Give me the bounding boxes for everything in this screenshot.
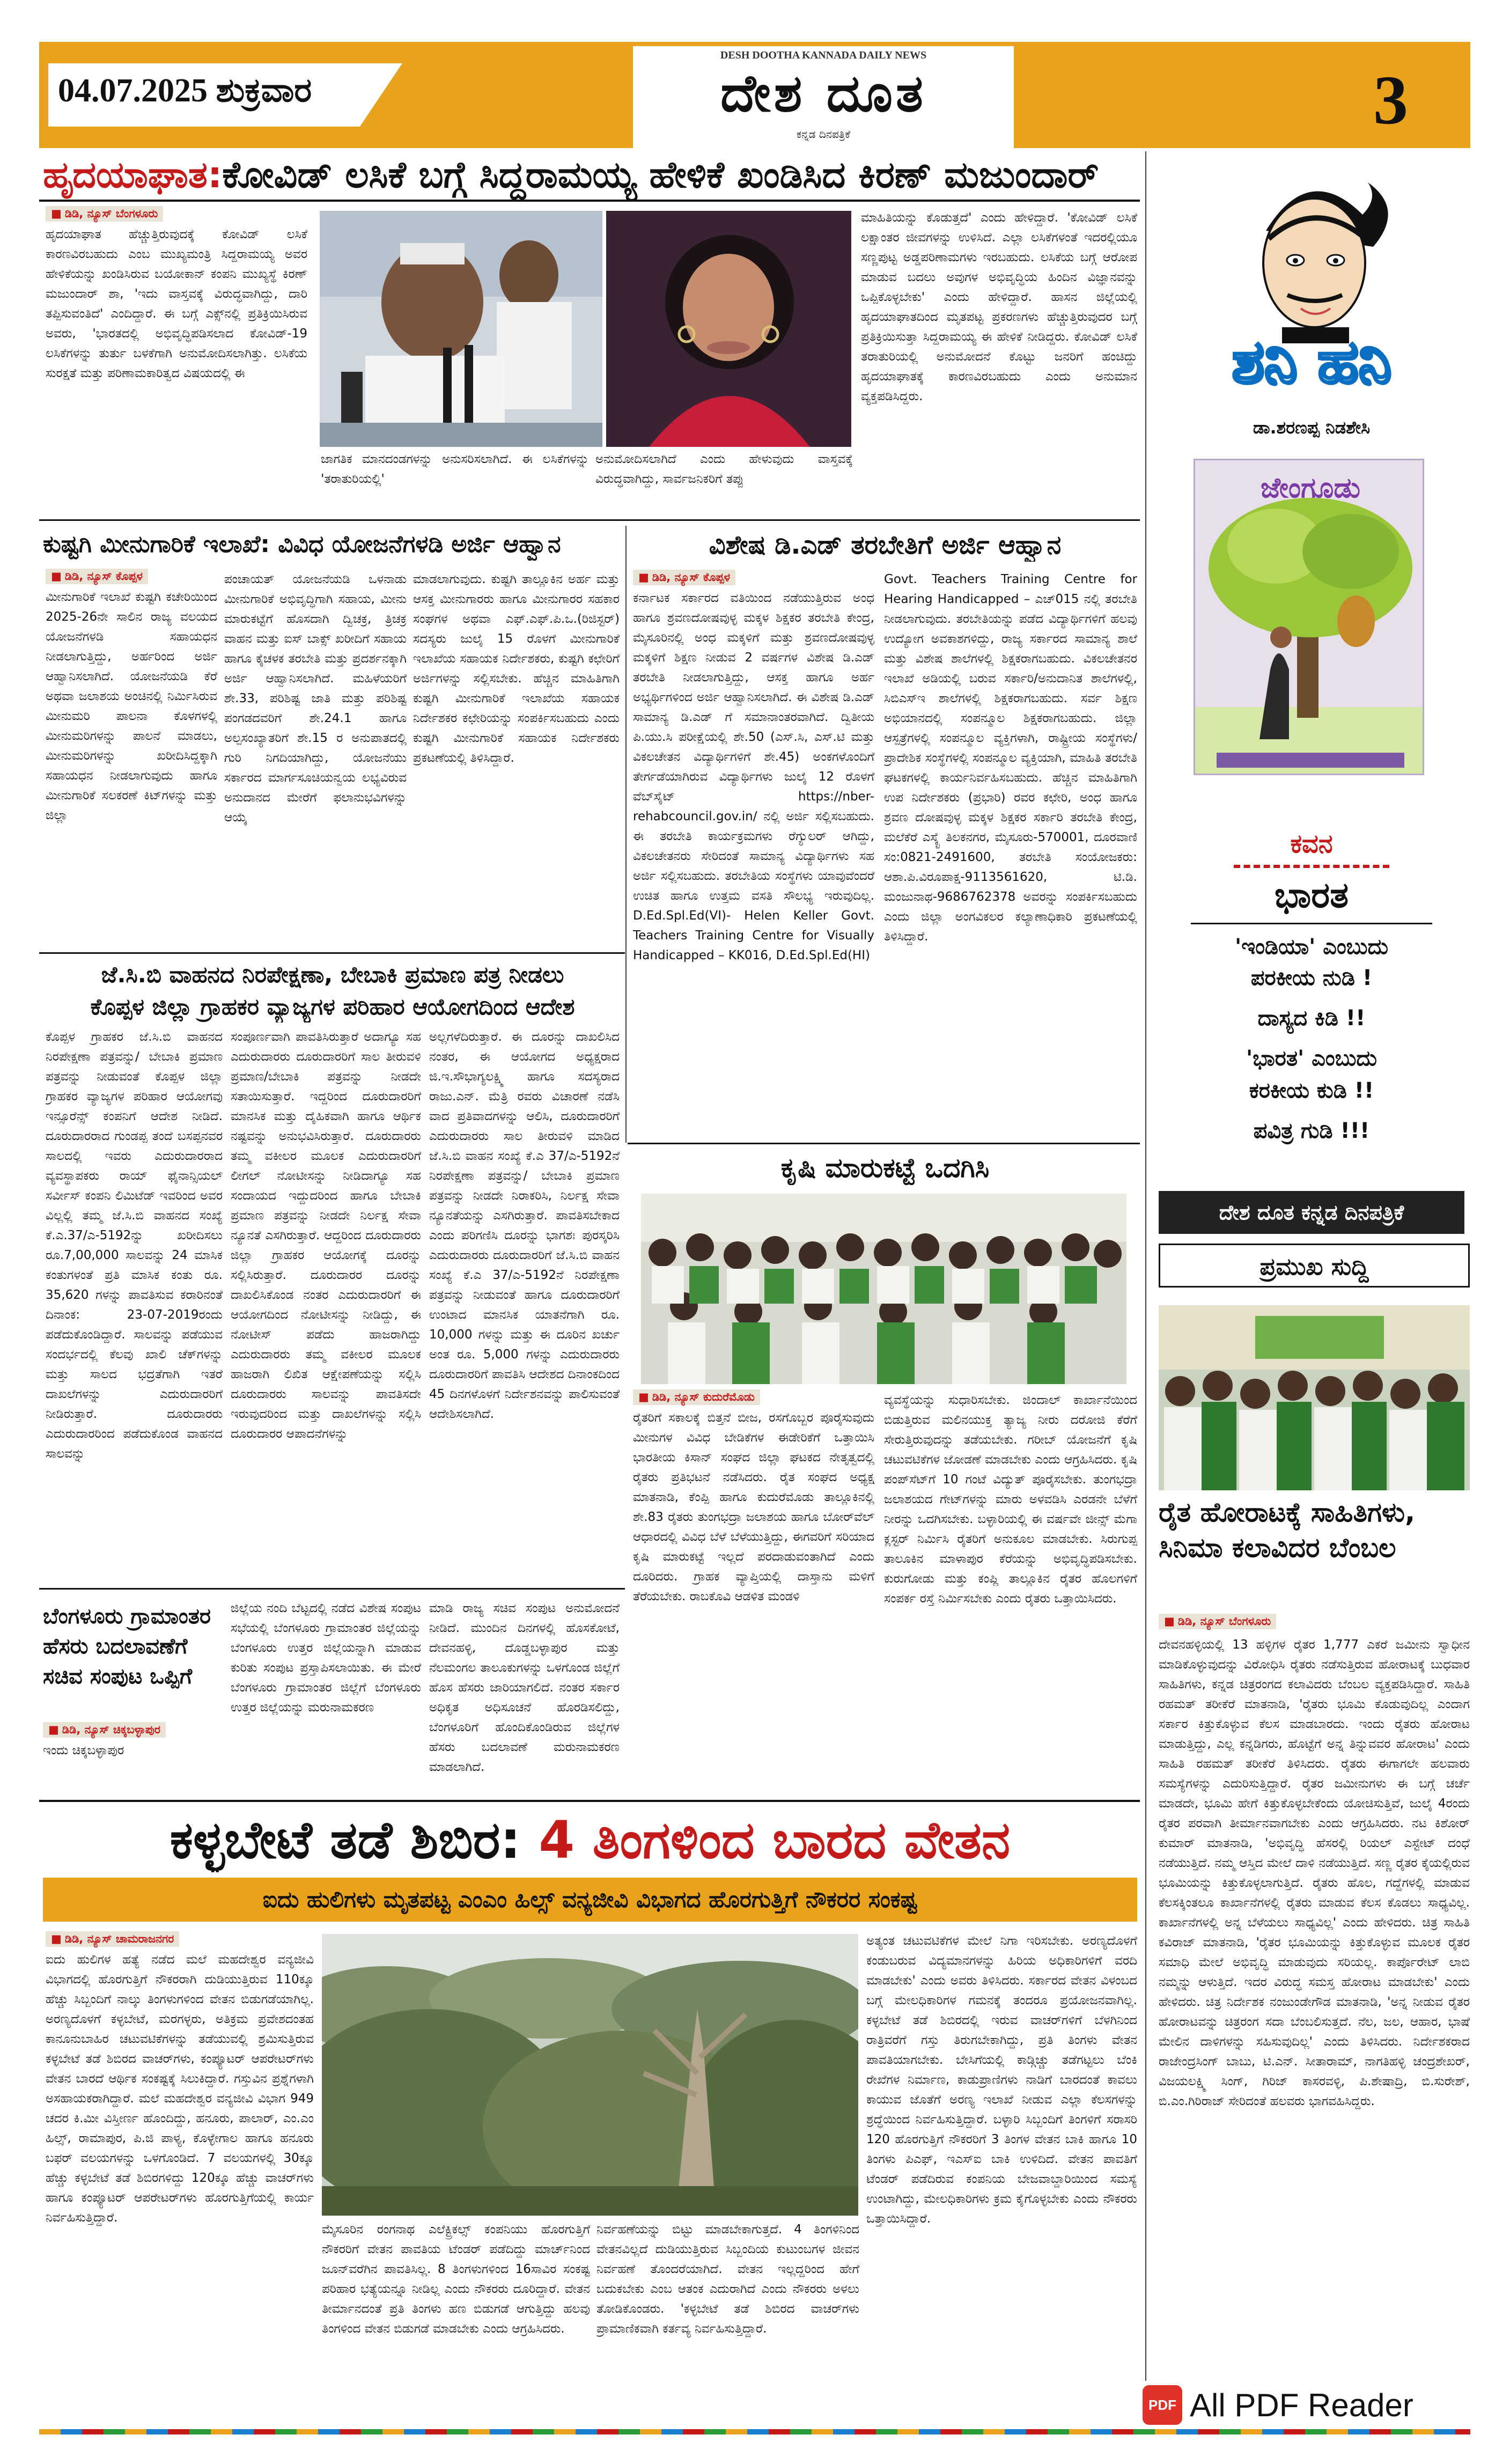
ded-col1 [633, 570, 874, 1112]
newspaper-banner: ದೇಶ ದೂತ ಕನ್ನಡ ದಿನಪತ್ರಿಕೆ [1159, 1191, 1464, 1234]
poem-line-5: ಕರಕೀಯ ಕುಡಿ !! [1249, 1078, 1374, 1103]
forest-photo [322, 1934, 858, 2216]
byline-square-icon: ■ [638, 1391, 649, 1403]
ded-body-col2: Govt. Teachers Training Centre for Hearing Handicapped – ಎಚ್015 ನಲ್ಲಿ ತರಬೇತಿ ನೀಡಲಾಗುವುದು. ತರಬೇತಿಯನ್ನು ಪಡೆದ ವಿದ್ಯಾರ್ಥಿಗಳಿಗೆ ಹಲವು ಉದ್ಯೋಗ ಅವಕಾಶಗಳಿದ್ದು, ರಾಜ್ಯ ಸರ್ಕಾರದ ಸಾಮಾನ್ಯ ಶಾಲೆ ಮತ್ತು ವಿಶೇಷ ಶಾಲೆಗಳಲ್ಲಿ ಶಿಕ್ಷಕರಾಗಬಹುದು. ವಿಕಲಚೇತನರ ಇಲಾಖೆ ಅಡಿಯಲ್ಲಿ ಬರುವ ಸರ್ಕಾರಿ/ಅನುದಾನಿತ ಶಾಲೆಗಳಲ್ಲಿ, ಸಿಬಿಎಸ್‌ಇ ಶಾಲೆಗಳಲ್ಲಿ ಶಿಕ್ಷಕರಾಗಬಹುದು. ಸರ್ವ ಶಿಕ್ಷಣ ಅಭಿಯಾನದಲ್ಲಿ ಸಂಪನ್ಮೂಲ ಶಿಕ್ಷಕರಾಗಬಹುದು. ಜಿಲ್ಲಾ ಆಸ್ಪತ್ರೆಗಳಲ್ಲಿ ಸಂಪನ್ಮೂಲ ವ್ಯಕ್ತಿಗಳಾಗಿ, ರಾಷ್ಟ್ರೀಯ ಸಂಸ್ಥೆಗಳು/ಪ್ರಾದೇಶಿಕ ಸಂಸ್ಥೆಗಳಲ್ಲಿ ಸಂಪನ್ಮೂಲ ವ್ಯಕ್ತಿಯಾಗಿ, ಮಾಹಿತಿ ತರಬೇತಿ ಘಟಕಗಳಲ್ಲಿ ಕಾರ್ಯನಿರ್ವಹಿಸಬಹುದು. ಹೆಚ್ಚಿನ ಮಾಹಿತಿಗಾಗಿ ಉಪ ನಿರ್ದೇಶಕರು (ಪ್ರಭಾರಿ) ರವರ ಕಛೇರಿ, ಅಂಧ ಹಾಗೂ ಶ್ರವಣ ದೋಷವುಳ್ಳ ಮಕ್ಕಳ ಶಿಕ್ಷಕರ ಸರ್ಕಾರಿ ತರಬೇತಿ ಕೇಂದ್ರ, ಮಲೆಕೆರೆ ಎಸ್ಕ್ಟೆ ತಿಲಕನಗರ, ಮೈಸೂರು-570001, ದೂರವಾಣಿ ಸಂ:0821-2491600, ತರಬೇತಿ ಸಂಯೋಜಕರು: ಆಶಾ.ಪಿ.ವಿರೂಪಾಕ್ಷ-9113561620, ಟಿ.ಡಿ. ಮಂಜುನಾಥ-9686762378 ಅವರನ್ನು ಸಂಪರ್ಕಿಸಬಹುದು ಎಂದು ಜಿಲ್ಲಾ ಅಂಗವಿಕಲರ ಕಲ್ಯಾಣಾಧಿಕಾರಿ ಪ್ರಕಟಣೆಯಲ್ಲಿ ತಿಳಿಸಿದ್ದಾರೆ. [884, 572, 1137, 944]
jcb-body-col2: ಸಂಪೂರ್ಣವಾಗಿ ಪಾವತಿಸಿರುತ್ತಾರೆ ಅದಾಗ್ಯೂ ಸಹ ಎದುರುದಾರರು ದೂರುದಾರರಿಗೆ ಸಾಲ ತೀರುವಳಿ ಪ್ರಮಾಣ/ಬೇಬಾಕಿ ಪತ್ರವನ್ನು ನೀಡದೇ ಸತಾಯಿಸುತ್ತಾರೆ. ಇದ್ದರಿಂದ ದೂರುದಾರರಿಗೆ ಮಾನಸಿಕ ಮತ್ತು ದೈಹಿಕವಾಗಿ ಹಾಗೂ ಆರ್ಥಿಕ ನಷ್ಟವನ್ನು ಅನುಭವಿಸಿರುತ್ತಾರೆ. ದೂರುದಾರರು ತಮ್ಮ ವಕೀಲರ ಮೂಲಕ ಎದುರುದಾರರಿಗೆ ಲೀಗಲ್ ನೋಟೀಸನ್ನು ನೀಡಿದಾಗ್ಯೂ ಸಹ ಸಂದಾಯದ ಇದ್ದುದರಿಂದ ಹಾಗೂ ಬೇಬಾಕಿ ಪ್ರಮಾಣ ಪತ್ರವನ್ನು ನೀಡದೇ ನಿರ್ಲಕ್ಷ ಸೇವಾ ನ್ಯೂನತೆ ಎಸಗಿರುತ್ತಾರೆ. ಆದ್ದರಿಂದ ದೂರುದಾರರು ಜಿಲ್ಲಾ ಗ್ರಾಹಕರ ಆಯೋಗಕ್ಕೆ ದೂರನ್ನು ಸಲ್ಲಿಸಿರುತ್ತಾರೆ. ದೂರುದಾರರ ದೂರನ್ನು ದಾಖಲಿಸಿಕೊಂಡ ನಂತರ ಎದುರುದಾರರಿಗೆ ಈ ಆಯೋಗದಿಂದ ನೋಟೀಸನ್ನು ನೀಡಿದ್ದು, ಈ ನೋಟೀಸ್ ಪಡೆದು ಹಾಜರಾಗಿದ್ದು ಎದುರುದಾರರು ತಮ್ಮ ವಕೀಲರ ಮೂಲಕ ಹಾಜರಾಗಿ ಲಿಖಿತ ಆಕ್ಷೇಪಣೆಯನ್ನು ಸಲ್ಲಿಸಿ ದೂರುದಾರರು ಸಾಲವನ್ನು ಪಾವತಿಸದೇ ಇರುವುದರಿಂದ ಮತ್ತು ದಾಖಲೆಗಳನ್ನು ಸಲ್ಲಿಸಿ ದೂರುದಾರರ ಆಪಾದನೆಗಳನ್ನು [231, 1030, 421, 1441]
cartoon-portrait [1202, 166, 1427, 343]
jcb-headline-1: ಜೆ.ಸಿ.ಬಿ ವಾಹನದ ನಿರಪೇಕ್ಷಣಾ, ಬೇಬಾಕಿ ಪ್ರಮಾಣ ಪತ್ರ ನೀಡಲು [101, 961, 564, 988]
section-rule-3 [39, 952, 625, 954]
pramukha-headline: ರೈತ ಹೋರಾಟಕ್ಕೆ ಸಾಹಿತಿಗಳು, ಸಿನಿಮಾ ಕಲಾವಿದರ ಬೆಂಬಲ [1159, 1497, 1416, 1563]
ramnagar-headline: ಬೆಂಗಳೂರು ಗ್ರಾಮಾಂತರ ಹೆಸರು ಬದಲಾವಣೆಗೆ ಸಚಿವ ಸಂಪುಟ ಒಪ್ಪಿಗೆ [43, 1604, 211, 1689]
lead1-headline-text: ಕೋವಿಡ್ ಲಸಿಕೆ ಬಗ್ಗೆ ಸಿದ್ದರಾಮಯ್ಯ ಹೇಳಿಕೆ ಖಂಡಿಸಿದ ಕಿರಣ್ ಮಜುಂದಾರ್ [222, 154, 1099, 196]
logo-subtitle: ಕನ್ನಡ ದಿನಪತ್ರಿಕೆ [796, 128, 851, 141]
kavana-label: ಕವನ [1290, 829, 1333, 859]
pdf-icon: PDF [1143, 2385, 1182, 2425]
salary-col1 [46, 1931, 314, 2393]
poem-title-rule [1191, 923, 1432, 924]
pramukha-label: ಪ್ರಮುಖ ಸುದ್ದಿ [1159, 1244, 1470, 1288]
market-byline: ■ ಡಿಡಿ, ನ್ಯೂಸ್ ಕುದುರೆಮೊಡು [633, 1389, 760, 1405]
byline-square-icon: ■ [51, 570, 62, 583]
jcb-body-col3: ಅಲ್ಲಗಳೆದಿರುತ್ತಾರೆ. ಈ ದೂರನ್ನು ದಾಖಲಿಸಿದ ನಂತರ, ಈ ಆಯೋಗದ ಅಧ್ಯಕ್ಷರಾದ ಜಿ.ಇ.ಸೌಭಾಗ್ಯಲಕ್ಷ್ಮಿ ಹಾಗೂ ಸದಸ್ಯರಾದ ರಾಜು.ಎನ್. ಮೆತ್ರಿ ರವರು ವಿಚಾರಣೆ ನಡೆಸಿ ವಾದ ಪ್ರತಿವಾದಗಳನ್ನು ಆಲಿಸಿ, ದೂರುದಾರರಿಗೆ ಎದುರುದಾರರು ಸಾಲ ತೀರುವಳಿ ಮಾಡಿದ ಜೆ.ಸಿ.ಬಿ ವಾಹನ ಸಂಖ್ಯೆ ಕೆ.ಎ 37/ಎ-5192ನೆ ನಿರಪೇಕ್ಷಣಾ ಪತ್ರವನ್ನು/ ಬೇಬಾಕಿ ಪ್ರಮಾಣ ಪತ್ರವನ್ನು ನೀಡದೇ ನಿರಾಕರಿಸಿ, ನಿರ್ಲಕ್ಷ ಸೇವಾ ನ್ಯೂನತೆಯನ್ನು ಎಸಗಿರುತ್ತಾರೆ. ಪಾವತಿಸಬೇಕಾದ ಎಂದು ಪರಿಗಣಿಸಿ ದೂರನ್ನು ಭಾಗಶಃ ಪುರಸ್ಕರಿಸಿ ಎದುರುದಾರರು ದೂರುದಾರರಿಗೆ ಜೆ.ಸಿ.ಬಿ ವಾಹನ ಸಂಖ್ಯೆ ಕೆ.ಎ 37/ಎ-5192ನೆ ನಿರಪೇಕ್ಷಣಾ ಪತ್ರವನ್ನು ನೀಡುವಂತೆ ಹಾಗೂ ದೂರುದಾರರಿಗೆ ಉಂಟಾದ ಮಾನಸಿಕ ಯಾತನೆಗಾಗಿ ರೂ. 10,000 ಗಳನ್ನು ಮತ್ತು ಈ ದೂರಿನ ಖರ್ಚು ಅಂತ ರೂ. 5,000 ಗಳನ್ನು ಎದುರುದಾರರು ದೂರುದಾರರಿಗೆ ಪಾವತಿಸಿ ಆದೇಶದ ದಿನಾಂಕದಿಂದ 45 ದಿನಗಳೊಳಗೆ ನಿರ್ದೇಶನವನ್ನು ಪಾಲಿಸುವಂತೆ ಆದೇಶಿಸಲಾಗಿದೆ. [429, 1030, 620, 1421]
fish-body-col3: ಮಾಡಲಾಗುವುದು. ಕುಷ್ಟಗಿ ತಾಲ್ಲೂಕಿನ ಅರ್ಹ ಮತ್ತು ಆಸಕ್ತ ಮೀನುಗಾರರು ಹಾಗೂ ಮೀನುಗಾರರ ಸಹಕಾರ ಸಂಘಗಳ ಅಥವಾ ಎಫ್.ಎಫ್.ಪಿ.ಒ.(ರಿಜಿಸ್ಟರ್) ಸದಸ್ಯರು ಜುಲೈ 15 ರೊಳಗೆ ಮೀನುಗಾರಿಕೆ ಇಲಾಖೆಯ ಸಹಾಯಕ ನಿರ್ದೇಶಕರು, ಕುಷ್ಟಗಿ ಕಛೇರಿಗೆ ಅರ್ಜಿಗಳನ್ನು ಸಲ್ಲಿಸಬೇಕು. ಹೆಚ್ಚಿನ ಮಾಹಿತಿಗಾಗಿ ಕುಷ್ಟಗಿ ಮೀನುಗಾರಿಕೆ ಇಲಾಖೆಯ ಸಹಾಯಕ ನಿರ್ದೇಶಕರ ಕಛೇರಿಯನ್ನು ಸಂಪರ್ಕಿಸಬಹುದು ಎಂದು ಕುಷ್ಟಗಿ ಮೀನುಗಾರಿಕೆ ಸಹಾಯಕ ನಿರ್ದೇಶಕರು ಪ್ರಕಟಣೆಯಲ್ಲಿ ತಿಳಿಸಿದ್ದಾರೆ. [413, 572, 620, 765]
poem-title: ಭಾರತ [1274, 874, 1349, 916]
poem-line-1: 'ಇಂಡಿಯಾ' ಎಂಬುದು [1234, 935, 1389, 959]
lead1-caption-1: ಜಾಗತಿಕ ಮಾನದಂಡಗಳನ್ನು ಅನುಸರಿಸಲಾಗಿದೆ. ಈ ಲಸಿಕೆಗಳನ್ನು 'ತರಾತುರಿಯಲ್ಲಿ' [321, 452, 589, 486]
salary-body-col4: ಅತ್ಯಂತ ಚಟುವಟಿಕೆಗಳ ಮೇಲೆ ನಿಗಾ ಇರಿಸಬೇಕು. ಅರಣ್ಯದೊಳಗೆ ಕಂಡುಬರುವ ವಿದ್ಯಮಾನಗಳನ್ನು ಹಿರಿಯ ಅಧಿಕಾರಿಗಳಿಗೆ ವರದಿ ಮಾಡಬೇಕು' ಎಂದು ಅವರು ತಿಳಿಸಿದರು. ಸರ್ಕಾರದ ವೇತನ ವಿಳಂಬದ ಬಗ್ಗೆ ಮೇಲಧಿಕಾರಿಗಳ ಗಮನಕ್ಕೆ ತಂದರೂ ಪ್ರಯೋಜನವಾಗಿಲ್ಲ. ಕಳ್ಳಬೇಟೆ ತಡೆ ಶಿಬಿರದಲ್ಲಿ ಇರುವ ವಾಚರ್‌ಗಳಿಗೆ ಬೆಳಗಿನಿಂದ ರಾತ್ರಿವರೆಗೆ ಗಸ್ತು ತಿರುಗಬೇಕಾಗಿದ್ದು, ಪ್ರತಿ ತಿಂಗಳು ವೇತನ ಪಾವತಿಯಾಗಬೇಕು. ಬೇಸಿಗೆಯಲ್ಲಿ ಕಾಡ್ಗಿಚ್ಚು ತಡೆಗಟ್ಟಲು ಬೆಂಕಿ ರೇಖೆಗಳ ನಿರ್ಮಾಣ, ಕಾಡುಪ್ರಾಣಿಗಳು ನಾಡಿಗೆ ಬಾರದಂತೆ ಕಾವಲು ಕಾಯುವ ಜೊತೆಗೆ ಅರಣ್ಯ ಇಲಾಖೆ ನೀಡುವ ಎಲ್ಲಾ ಕೆಲಸಗಳನ್ನು ಶ್ರದ್ಧೆಯಿಂದ ನಿರ್ವಹಿಸುತ್ತಿದ್ದಾರೆ. ಬಳ್ಳಾರಿ ಸಿಬ್ಬಂದಿಗೆ ತಿಂಗಳಿಗೆ ಸರಾಸರಿ 120 ಹೊರಗುತ್ತಿಗೆ ನೌಕರರಿಗೆ 3 ತಿಂಗಳ ವೇತನ ಬಾಕಿ ಹಾಗೂ 10 ತಿಂಗಳು ಪಿಎಫ್, ಇಎಸ್‌ಐ ಬಾಕಿ ಉಳಿದಿದೆ. ವೇತನ ಪಾವತಿಗೆ ಟೆಂಡರ್ ಪಡೆದಿರುವ ಕಂಪನಿಯ ಬೇಜವಾಬ್ದಾರಿಯಿಂದ ಸಮಸ್ಯೆ ಉಂಟಾಗಿದ್ದು, ಮೇಲಧಿಕಾರಿಗಳು ಕ್ರಮ ಕೈಗೊಳ್ಳಬೇಕು ಎಂದು ನೌಕರರು ಒತ್ತಾಯಿಸಿದ್ದಾರೆ. [866, 1934, 1137, 2226]
byline-square-icon: ■ [51, 207, 62, 220]
farmers-protest-photo [1159, 1305, 1470, 1490]
section-rule-6 [39, 1800, 1140, 1802]
byline-square-icon: ■ [48, 1723, 59, 1736]
section-rule-2 [39, 519, 1140, 521]
column-divider-fish [625, 526, 627, 1143]
salary-body-col3: ನಿರ್ವಹಣೆಯನ್ನು ಬಿಟ್ಟು ಮಾಡಬೇಕಾಗುತ್ತದೆ. 4 ತಿಂಗಳಿನಿಂದ ವೇತನವಿಲ್ಲದೆ ದುಡಿಯುತ್ತಿರುವ ಸಿಬ್ಬಂದಿಯ ಕುಟುಂಬಗಳ ಜೀವನ ನಿರ್ವಹಣೆ ತೊಂದರೆಯಾಗಿದೆ. ವೇತನ ಇಲ್ಲದ್ದರಿಂದ ಹೇಗೆ ಬದುಕಬೇಕು ಎಂಬ ಆತಂಕ ಎದುರಾಗಿದೆ ಎಂದು ನೌಕರರು ಅಳಲು ತೋಡಿಕೊಂಡರು. 'ಕಳ್ಳಬೇಟೆ ತಡೆ ಶಿಬಿರದ ವಾಚರ್‌ಗಳು ಪ್ರಾಮಾಣಿಕವಾಗಿ ಕರ್ತವ್ಯ ನಿರ್ವಹಿಸುತ್ತಿದ್ದಾರೆ. [596, 2223, 859, 2336]
poem-line-4: 'ಭಾರತ' ಎಂಬುದು [1246, 1046, 1377, 1071]
byline-square-icon: ■ [638, 571, 649, 584]
ded-headline: ವಿಶೇಷ ಡಿ.ಎಡ್ ತರಬೇತಿಗೆ ಅರ್ಜಿ ಆಹ್ವಾನ [709, 530, 1062, 560]
salary-byline: ■ ಡಿಡಿ, ನ್ಯೂಸ್ ಚಾಮರಾಜನಗರ [46, 1931, 179, 1947]
pramukha-body: ದೇವನಹಳ್ಳಿಯಲ್ಲಿ 13 ಹಳ್ಳಿಗಳ ರೈತರ 1,777 ಎಕರೆ ಜಮೀನು ಸ್ವಾಧೀನ ಮಾಡಿಕೊಳ್ಳುವುದನ್ನು ವಿರೋಧಿಸಿ ರೈತರು ನಡೆಸುತ್ತಿರುವ ಹೋರಾಟಕ್ಕೆ ಬುಧವಾರ ಸಾಹಿತಿಗಳು, ಕನ್ನಡ ಚಿತ್ರರಂಗದ ಕಲಾವಿದರು ಬೆಂಬಲ ವ್ಯಕ್ತಪಡಿಸಿದ್ದಾರೆ. ಸಾಹಿತಿ ರಹಮತ್ ತರೀಕೆರೆ ಮಾತನಾಡಿ, 'ರೈತರು ಭೂಮಿ ಕೊಡುವುದಿಲ್ಲ ಎಂದಾಗ ಸರ್ಕಾರ ಕಿತ್ತುಕೊಳ್ಳುವ ಕೆಲಸ ಮಾಡಬಾರದು. ಇಂದು ರೈತರು ಹೋರಾಟ ಮಾಡುತ್ತಿದ್ದು, ಎಲ್ಲ ಕನ್ನಡಿಗರು, ಹೊಟ್ಟೆಗೆ ಅನ್ನ ತಿನ್ನುವವರ ಹೋರಾಟ' ಎಂದು ಸಾಹಿತಿ ರಹಮತ್ ತರೀಕೆರೆ ತಿಳಿಸಿದರು. ರೈತರು ಈಗಾಗಲೇ ಹಲವಾರು ಸಮಸ್ಯೆಗಳನ್ನು ಎದುರಿಸುತ್ತಿದ್ದಾರೆ. ರೈತರ ಜಮೀನುಗಳು ಈ ಬಗ್ಗೆ ಚರ್ಚೆ ಮಾಡದೇ, ಭೂಮಿ ಹೇಗೆ ಕಿತ್ತುಕೊಳ್ಳಬೇಕೆಂದು ಯೋಚಿಸುತ್ತಿವೆ, ಜುಲೈ 4ರಂದು ರೈತರ ಪರವಾಗಿ ತೀರ್ಮಾನವಾಗಬೇಕು ಎಂದು ಆಗ್ರಹಿಸಿದರು. ನಟ ಕಿಶೋರ್ ಕುಮಾರ್ ಮಾತನಾಡಿ, 'ಅಭಿವೃದ್ಧಿ ಹೆಸರಲ್ಲಿ ರಿಯಲ್ ಎಸ್ಟೇಟ್ ದಂಧೆ ನಡೆಯುತ್ತಿದೆ. ನಮ್ಮ ಆಸ್ತಿದ ಮೇಲೆ ದಾಳಿ ನಡೆಯುತ್ತಿದೆ. ಸಣ್ಣ ರೈತರ ಕೈಯಲ್ಲಿರುವ ಭೂಮಿಯನ್ನು ಕಿತ್ತುಕೊಳ್ಳಲಾಗುತ್ತಿದೆ. ರೈತರು ಹೊಲ, ಗದ್ದೆಗಳಲ್ಲಿ ಮಾಡುವ ಕೆಲಸಕ್ಕಿಂತಲೂ ಕಾರ್ಖಾನೆಗಳಲ್ಲಿ ರೈತರು ಮಾಡುವ ಕೆಲಸ ಕೊಡಲು ಸಾಧ್ಯವಿಲ್ಲ. ಕಾರ್ಖಾನೆಗಳಲ್ಲಿ ಅನ್ನ ಬೆಳೆಯಲು ಸಾಧ್ಯವಿಲ್ಲ' ಎಂದು ಹೇಳಿದರು. ಚಿತ್ರ ಸಾಹಿತಿ ಕವಿರಾಜ್ ಮಾತನಾಡಿ, 'ರೈತರ ಭೂಮಿಯನ್ನು ಕಿತ್ತುಕೊಳ್ಳುವ ಮೂಲಕ ರೈತರ ಸಮಾಧಿ ಮೇಲೆ ಅಭಿವೃದ್ಧಿ ಮಾಡುವುದು ಸರಿಯಲ್ಲ. ಕಾರ್ಪೊರೇಟ್ ಲಾಬಿ ನಮ್ಮನ್ನು ಆಳುತ್ತಿದೆ. ಇದರ ವಿರುದ್ಧ ಸಮಸ್ತ ಹೋರಾಟ ಮಾಡಬೇಕು' ಎಂದು ಹೇಳಿದರು. ಚಿತ್ರ ನಿರ್ದೇಶಕ ನಂಜುಂಡೇಗೌಡ ಮಾತನಾಡಿ, 'ಅನ್ನ ನೀಡುವ ರೈತರ ಹೋರಾಟವನ್ನು ಚಿತ್ರರಂಗ ಸದಾ ಬೆಂಬಲಿಸುತ್ತದೆ. ನೆಲ, ಜಲ, ಆಹಾರ, ಭಾಷೆ ಮೇಲಿನ ದಾಳಿಗಳನ್ನು ಸಹಿಸುವುದಿಲ್ಲ' ಎಂದು ತಿಳಿಸಿದರು. ನಿರ್ದೇಶಕರಾದ ರಾಜೇಂದ್ರಸಿಂಗ್ ಬಾಬು, ಟಿ.ಎನ್. ಸೀತಾರಾಮ್, ನಾಗತಿಹಳ್ಳಿ ಚಂದ್ರಶೇಖರ್, ವಿಜಯಲಕ್ಷ್ಮಿ ಸಿಂಗ್, ಗಿರಿಜ್ ಕಾಸರವಳ್ಳಿ, ಪಿ.ಶೇಷಾದ್ರಿ, ಬಿ.ಸುರೇಶ್, ಬಿ.ಎಂ.ಗಿರಿರಾಜ್ ಸೇರಿದಂತೆ ಹಲವರು ಭಾಗವಹಿಸಿದ್ದರು. [1159, 1638, 1470, 2108]
market-headline: ಕೃಷಿ ಮಾರುಕಟ್ಟೆ ಒದಗಿಸಿ [780, 1152, 990, 1183]
book-cover [1194, 459, 1424, 775]
shani-hani-column [1153, 156, 1470, 1239]
issue-date: 04.07.2025 ಶುಕ್ರವಾರ [58, 72, 312, 109]
masthead-tagline: DESH DOOTHA KANNADA DAILY NEWS [720, 49, 927, 61]
pramukha-suddi-box [1159, 1244, 1470, 2343]
book-title: ಜೇಂಗೂಡು [1260, 472, 1360, 504]
ramnagar-byline-wrap [43, 1722, 220, 1761]
pdf-reader-brand: All PDF Reader [1190, 2387, 1413, 2423]
poem-line-6: ಪವಿತ್ರ ಗುಡಿ !!! [1253, 1119, 1370, 1143]
krishi-protest-photo [641, 1194, 1126, 1384]
salary-headline-b: 4 ತಿಂಗಳಿಂದ ಬಾರದ ವೇತನ [539, 1810, 1011, 1870]
lead1-top-rule [39, 200, 1140, 202]
salary-body-col2: ಮೈಸೂರಿನ ರಂಗನಾಥ ಎಲೆಕ್ಟ್ರಿಕಲ್ಸ್ ಕಂಪನಿಯು ಹೊರಗುತ್ತಿಗೆ ನೌಕರರಿಗೆ ವೇತನ ಪಾವತಿಯ ಟೆಂಡರ್ ಪಡೆದಿದ್ದು ಮಾರ್ಚ್‌ನಿಂದ ಜೂನ್‌ವರೆಗಿನ ಪಾವತಿಸಿಲ್ಲ. 8 ತಿಂಗಳುಗಳಿಂದ 16ಸಾವಿರ ಸಂಕಷ್ಟ ಪರಿಹಾರ ಭತ್ಯೆಯನ್ನೂ ನೀಡಿಲ್ಲ ಎಂದು ನೌಕರರು ದೂರಿದ್ದಾರೆ. ವೇತನ ತೀರ್ಮಾನದಂತೆ ಪ್ರತಿ ತಿಂಗಳು ಹಣ ಬಿಡುಗಡೆ ಆಗುತ್ತಿದ್ದು ಹಲವು ತಿಂಗಳಿಂದ ವೇತನ ಬಿಡುಗಡೆ ಮಾಡಬೇಕು ಎಂದು ಆಗ್ರಹಿಸಿದರು. [322, 2223, 590, 2336]
poem-line-3: ದಾಸ್ಯದ ಕಿಡಿ !! [1257, 1006, 1366, 1031]
ramnagar-byline: ■ ಡಿಡಿ, ನ್ಯೂಸ್ ಚಿಕ್ಕಬಳ್ಳಾಪುರ [43, 1722, 166, 1738]
lead1-col1 [46, 206, 307, 512]
byline-square-icon: ■ [51, 1932, 62, 1945]
siddaramaiah-photo [320, 211, 602, 447]
lead1-headline [43, 151, 1137, 200]
pramukha-byline: ■ ಡಿಡಿ, ನ್ಯೂಸ್ ಬೆಂಗಳೂರು [1159, 1614, 1276, 1629]
newspaper-logo: ದೇಶ ದೂತ [720, 63, 926, 123]
kavana-divider [1234, 865, 1389, 868]
shani-author: ಡಾ.ಶರಣಪ್ಪ ನಿಡಶೇಸಿ [1253, 417, 1371, 438]
salary-subhead: ಐದು ಹುಲಿಗಳು ಮೃತಪಟ್ಟ ಎಂಎಂ ಹಿಲ್ಸ್ ವನ್ಯಜೀವಿ ವಿಭಾಗದ ಹೊರಗುತ್ತಿಗೆ ನೌಕರರ ಸಂಕಷ್ಟ [262, 1886, 918, 1913]
fish-body-col1: ಮೀನುಗಾರಿಕೆ ಇಲಾಖೆ ಕುಷ್ಟಗಿ ಕಚೇರಿಯಿಂದ 2025-26ನೇ ಸಾಲಿನ ರಾಜ್ಯ ವಲಯದ ಯೋಜನೆಗಳಡಿ ಸಹಾಯಧನ ನೀಡಲಾಗುತ್ತಿದ್ದು, ಅರ್ಹರಿಂದ ಅರ್ಜಿ ಆಹ್ವಾನಿಸಲಾಗಿದೆ. ಯೋಜನೆಯಡಿ ಕೆರೆ ಅಥವಾ ಜಲಾಶಯ ಅಂಚಿನಲ್ಲಿ ನಿರ್ಮಿಸಿರುವ ಮೀನುಮರಿ ಪಾಲನಾ ಕೊಳಗಳಲ್ಲಿ ಮೀನುಮರಿಗಳನ್ನು ಪಾಲನೆ ಮಾಡಲು, ಮೀನುಮರಿಗಳನ್ನು ಖರೀದಿಸಿದ್ದಕ್ಕಾಗಿ ಸಹಾಯಧನ ನೀಡಲಾಗುವುದು ಹಾಗೂ ಮೀನುಗಾರಿಕೆ ಸಲಕರಣೆ ಕಿಟ್‌ಗಳನ್ನು ಮತ್ತು ಜಿಲ್ಲಾ [46, 590, 217, 822]
column-divider-right [1145, 151, 1146, 2394]
market-body-col2: ವ್ಯವಸ್ಥೆಯನ್ನು ಸುಧಾರಿಸಬೇಕು. ಜಿಂದಾಲ್ ಕಾರ್ಖಾನೆಯಿಂದ ಬಿಡುತ್ತಿರುವ ಮಲಿನಯುಕ್ತ ತ್ಯಾಜ್ಯ ನೀರು ದರೋಜಿ ಕೆರೆಗೆ ಸೇರುತ್ತಿರುವುದನ್ನು ತಡೆಯಬೇಕು. ಗರೀಬ್ ಯೋಜನೆಗೆ ಕೃಷಿ ಚಟುವಟಿಕೆಗಳ ಜೋಡಣೆ ಮಾಡಬೇಕು ಎಂದು ಆಗ್ರಹಿಸಿದರು. ಕೃಷಿ ಪಂಪ್‌ಸೆಟ್‌ಗೆ 10 ಗಂಟೆ ವಿದ್ಯುತ್ ಪೂರೈಸಬೇಕು. ತುಂಗಭದ್ರಾ ಜಲಾಶಯದ ಗೇಟ್‌ಗಳನ್ನು ಮಾರು ಅಳವಡಿಸಿ ಎರಡನೇ ಬೆಳೆಗೆ ನೀರನ್ನು ಒದಗಿಸಬೇಕು. ಬಳ್ಳಾರಿಯಲ್ಲಿ ಈ ವರ್ಷವೇ ಜೀನ್ಸ್ ಮೆಗಾ ಕ್ಲಸ್ಟರ್ ನಿರ್ಮಿಸಿ ರೈತರಿಗೆ ಅನುಕೂಲ ಮಾಡಬೇಕು. ಸಿರುಗುಪ್ಪ ತಾಲೂಕಿನ ಮಾಳಾಪುರ ಕೆರೆಯನ್ನು ಅಭಿವೃದ್ಧಿಪಡಿಸಬೇಕು. ಕುರುಗೋಡು ಮತ್ತು ಕಂಪ್ಲಿ ತಾಲ್ಲೂಕಿನ ರೈತರ ಹೊಲಗಳಿಗೆ ಸಂಪರ್ಕ ರಸ್ತೆ ನಿರ್ಮಿಸಬೇಕು ಎಂದು ರೈತರು ಒತ್ತಾಯಿಸಿದರು. [884, 1393, 1137, 1606]
lead1-body-col3: ಮಾಹಿತಿಯನ್ನು ಕೊಡುತ್ತದೆ' ಎಂದು ಹೇಳಿದ್ದಾರೆ. 'ಕೋವಿಡ್ ಲಸಿಕೆ ಲಕ್ಷಾಂತರ ಜೀವಗಳನ್ನು ಉಳಿಸಿದೆ. ಎಲ್ಲಾ ಲಸಿಕೆಗಳಂತೆ ಇದರಲ್ಲಿಯೂ ಸಣ್ಣಪುಟ್ಟ ಅಡ್ಡಪರಿಣಾಮಗಳು ಇರಬಹುದು. ಲಸಿಕೆಯ ಬಗ್ಗೆ ಆರೋಪ ಮಾಡುವ ಬದಲು ಅವುಗಳ ಅಭಿವೃದ್ಧಿಯ ಹಿಂದಿನ ವಿಜ್ಞಾನವನ್ನು ಒಪ್ಪಿಕೊಳ್ಳಬೇಕು' ಎಂದು ಹೇಳಿದ್ದಾರೆ. ಹಾಸನ ಜಿಲ್ಲೆಯಲ್ಲಿ ಹೃದಯಾಘಾತದಿಂದ ಮೃತಪಟ್ಟ ಪ್ರಕರಣಗಳು ಹೆಚ್ಚುತ್ತಿರುವುದರ ಬಗ್ಗೆ ಪ್ರತಿಕ್ರಿಯಿಸುತ್ತಾ ಸಿದ್ದರಾಮಯ್ಯ ಈ ಹೇಳಿಕೆ ನೀಡಿದ್ದರು. ಕೋವಿಡ್ ಲಸಿಕೆ ತರಾತುರಿಯಲ್ಲಿ ಅನುಮೋದನೆ ಕೊಟ್ಟು ಜನರಿಗೆ ಹಂಚಿದ್ದು ಹೃದಯಾಘಾತಕ್ಕೆ ಕಾರಣವಿರಬಹುದು ಎಂದು ಅನುಮಾನ ವ್ಯಕ್ತಪಡಿಸಿದ್ದರು. [861, 211, 1137, 403]
shani-hani-title: ಶನಿ ಹನಿ [1232, 327, 1391, 396]
ded-byline: ■ ಡಿಡಿ, ನ್ಯೂಸ್ ಕೊಪ್ಪಳ [633, 570, 735, 585]
ramnagar-body-col1: ಇಂದು ಚಿಕ್ಕಬಳ್ಳಾಪುರ [43, 1744, 124, 1757]
byline-square-icon: ■ [1164, 1615, 1175, 1628]
salary-headline [43, 1808, 1137, 1872]
ramnagar-body-col2: ಜಿಲ್ಲೆಯ ನಂದಿ ಬೆಟ್ಟದಲ್ಲಿ ನಡೆದ ವಿಶೇಷ ಸಂಪುಟ ಸಭೆಯಲ್ಲಿ ಬೆಂಗಳೂರು ಗ್ರಾಮಾಂತರ ಜಿಲ್ಲೆಯನ್ನು ಬೆಂಗಳೂರು ಉತ್ತರ ಜಿಲ್ಲೆಯನ್ನಾಗಿ ಮಾಡುವ ಕುರಿತು ಸಂಪುಟ ಪ್ರಸ್ತಾಪಿಸಲಾಯಿತು. ಈ ಮೇರೆ ಬೆಂಗಳೂರು ಗ್ರಾಮಾಂತರ ಜಿಲ್ಲೆಗೆ ಬೆಂಗಳೂರು ಉತ್ತರ ಜಿಲ್ಲೆಯನ್ನು ಮರುನಾಮಕರಣ [231, 1601, 421, 1715]
page-number: 3 [1373, 62, 1408, 139]
ramnagar-body-col3: ಮಾಡಿ ರಾಜ್ಯ ಸಚಿವ ಸಂಪುಟ ಅನುಮೋದನೆ ನೀಡಿದೆ. ಮುಂದಿನ ದಿನಗಳಲ್ಲಿ ಹೊಸಕೋಟೆ, ದೇವನಹಳ್ಳಿ, ದೊಡ್ಡಬಳ್ಳಾಪುರ ಮತ್ತು ನೆಲಮಂಗಲ ತಾಲೂಕುಗಳನ್ನು ಒಳಗೊಂಡ ಜಿಲ್ಲೆಗೆ ಹೊಸ ಹೆಸರು ಜಾರಿಯಾಗಲಿದೆ. ನಂತರ ಸರ್ಕಾರ ಅಧಿಕೃತ ಅಧಿಸೂಚನೆ ಹೊರಡಿಸಲಿದ್ದು, ಬೆಂಗಳೂರಿಗೆ ಹೊಂದಿಕೊಂಡಿರುವ ಜಿಲ್ಲೆಗಳ ಹೆಸರು ಬದಲಾವಣೆ ಮರುನಾಮಕರಣ ಮಾಡಲಾಗಿದೆ. [429, 1601, 620, 1774]
fish-body-col2: ಪಂಚಾಯತ್ ಯೋಜನೆಯಡಿ ಒಳನಾಡು ಮೀನುಗಾರಿಕೆ ಅಭಿವೃದ್ಧಿಗಾಗಿ ಸಹಾಯ, ಮೀನು ಮಾರುಕಟ್ಟೆಗೆ ಹೊಸದಾಗಿ ದ್ವಿಚಕ್ರ, ತ್ರಿಚಕ್ರ ವಾಹನ ಮತ್ತು ಐಸ್ ಬಾಕ್ಸ್ ಖರೀದಿಗೆ ಸಹಾಯ ಹಾಗೂ ಕೈಚಳಕ ತರಬೇತಿ ಮತ್ತು ಪ್ರದರ್ಶನಕ್ಕಾಗಿ ಅರ್ಜಿ ಆಹ್ವಾನಿಸಲಾಗಿದೆ. ಮಹಿಳೆಯರಿಗೆ ಶೇ.33, ಪರಿಶಿಷ್ಟ ಜಾತಿ ಮತ್ತು ಪರಿಶಿಷ್ಟ ಪಂಗಡದವರಿಗೆ ಶೇ.24.1 ಹಾಗೂ ಅಲ್ಪಸಂಖ್ಯಾತರಿಗೆ ಶೇ.15 ರ ಅನುಪಾತದಲ್ಲಿ ಗುರಿ ನಿಗದಿಯಾಗಿದ್ದು, ಯೋಜನೆಯು ಸರ್ಕಾರದ ಮಾರ್ಗಸೂಚಿಯನ್ವಯ ಲಭ್ಯವಿರುವ ಅನುದಾನದ ಮೇರೆಗೆ ಫಲಾನುಭವಿಗಳನ್ನು ಆಯ್ಕೆ [224, 572, 407, 825]
salary-body-col1: ಐದು ಹುಲಿಗಳ ಹತ್ಯೆ ನಡೆದ ಮಲೆ ಮಹದೇಶ್ವರ ವನ್ಯಜೀವಿ ವಿಭಾಗದಲ್ಲಿ ಹೊರಗುತ್ತಿಗೆ ನೌಕರರಾಗಿ ದುಡಿಯುತ್ತಿರುವ 110ಕ್ಕೂ ಹೆಚ್ಚು ಸಿಬ್ಬಂದಿಗೆ ನಾಲ್ಕು ತಿಂಗಳುಗಳಿಂದ ವೇತನ ಬಿಡುಗಡೆಯಾಗಿಲ್ಲ. ಅರಣ್ಯದೊಳಗೆ ಕಳ್ಳಬೇಟೆ, ಮರಗಳ್ಳರು, ಅತಿಕ್ರಮ ಪ್ರವೇಶದಂತಹ ಕಾನೂನುಬಾಹಿರ ಚಟುವಟಿಕೆಗಳನ್ನು ತಡೆಯುವಲ್ಲಿ ಶ್ರಮಿಸುತ್ತಿರುವ ಕಳ್ಳಬೇಟೆ ತಡೆ ಶಿಬಿರದ ವಾಚರ್‌ಗಳು, ಕಂಪ್ಯೂಟರ್ ಆಪರೇಟರ್‌ಗಳು ವೇತನ ಬಾರದೆ ಆರ್ಥಿಕ ಸಂಕಷ್ಟಕ್ಕೆ ಸಿಲುಕಿದ್ದಾರೆ. ಗಸ್ತುವಿನ ಪ್ರಶ್ನೆಗಳಾಗಿ ಅಸಹಾಯಕರಾಗಿದ್ದಾರೆ. ಮಲೆ ಮಹದೇಶ್ವರ ವನ್ಯಜೀವಿ ವಿಭಾಗ 949 ಚದರ ಕಿ.ಮೀ ವಿಸ್ತೀರ್ಣ ಹೊಂದಿದ್ದು, ಹನೂರು, ಪಾಲಾರ್, ಎಂ.ಎಂ ಹಿಲ್ಸ್, ರಾಮಾಪುರ, ಪಿ.ಜಿ ಪಾಳ್ಯ, ಕೊಳ್ಳೇಗಾಲ ಹಾಗೂ ಹನೂರು ಬಫರ್ ವಲಯಗಳನ್ನು ಒಳಗೊಂಡಿದೆ. 7 ವಲಯಗಳಲ್ಲಿ 30ಕ್ಕೂ ಹೆಚ್ಚು ಕಳ್ಳಬೇಟೆ ತಡೆ ಶಿಬಿರಗಳಿದ್ದು 120ಕ್ಕೂ ಹೆಚ್ಚು ವಾಚರ್‌ಗಳು ಹಾಗೂ ಕಂಪ್ಯೂಟರ್ ಆಪರೇಟರ್‌ಗಳು ಹೊರಗುತ್ತಿಗೆಯಲ್ಲಿ ಕಾರ್ಯ ನಿರ್ವಹಿಸುತ್ತಿದ್ದಾರೆ. [46, 1953, 314, 2225]
pdf-reader-badge[interactable] [1137, 2381, 1480, 2429]
market-col1 [633, 1389, 874, 1797]
fish-byline: ■ ಡಿಡಿ, ನ್ಯೂಸ್ ಕೊಪ್ಪಳ [46, 569, 148, 584]
bottom-color-strip [39, 2429, 1470, 2434]
section-rule-5 [39, 1588, 625, 1590]
salary-headline-a: ಕಳ್ಳಬೇಟೆ ತಡೆ ಶಿಬಿರ: [170, 1810, 539, 1870]
section-rule-4 [628, 1143, 1140, 1144]
fish-headline: ಕುಷ್ಟಗಿ ಮೀನುಗಾರಿಕೆ ಇಲಾಖೆ: ವಿವಿಧ ಯೋಜನೆಗಳಡಿ ಅರ್ಜಿ ಆಹ್ವಾನ [43, 531, 561, 558]
market-body-col1: ರೈತರಿಗೆ ಸಕಾಲಕ್ಕೆ ಬಿತ್ತನೆ ಬೀಜ, ರಸಗೊಬ್ಬರ ಪೂರೈಸುವುದು ಮೀನುಗಳ ವಿವಿಧ ಬೇಡಿಕೆಗಳ ಈಡೇರಿಕೆಗೆ ಒತ್ತಾಯಿಸಿ ಭಾರತೀಯ ಕಿಸಾನ್ ಸಂಘದ ಜಿಲ್ಲಾ ಘಟಕದ ನೇತೃತ್ವದಲ್ಲಿ ರೈತರು ಪ್ರತಿಭಟನೆ ನಡೆಸಿದರು. ರೈತ ಸಂಘದ ಅಧ್ಯಕ್ಷ ಮಾತನಾಡಿ, ಕೆಂಪ್ಪಿ ಹಾಗೂ ಕುದುರೆಮೊಡು ತಾಲ್ಲೂಕಿನಲ್ಲಿ ಶೇ.83 ರೈತರು ತುಂಗಭದ್ರಾ ಜಲಾಶಯ ಹಾಗೂ ಬೋರ್‌ವೆಲ್ ಆಧಾರದಲ್ಲಿ ವಿವಿಧ ಬೆಳೆ ಬೆಳೆಯುತ್ತಿದ್ದು, ಈಗವರಿಗೆ ಸರಿಯಾದ ಕೃಷಿ ಮಾರುಕಟ್ಟೆ ಇಲ್ಲದೆ ಪರದಾಡುವಂತಾಗಿದೆ ಎಂದು ದೂರಿದರು. ಗ್ರಾಹಕ ವ್ಯಾಪ್ತಿಯಲ್ಲಿ ದಾಸ್ತಾನು ಮಳಿಗೆ ತೆರೆಯಬೇಕು. ರಾಬಕೊವಿ ಆಡಳಿತ ಮಂಡಳಿ [633, 1411, 874, 1604]
jcb-headline-2: ಕೊಪ್ಪಳ ಜಿಲ್ಲಾ ಗ್ರಾಹಕರ ವ್ಯಾಜ್ಯಗಳ ಪರಿಹಾರ ಆಯೋಗದಿಂದ ಆದೇಶ [90, 994, 575, 1020]
jcb-body-col1: ಕೊಪ್ಪಳ ಗ್ರಾಹಕರ ಜೆ.ಸಿ.ಬಿ ವಾಹನದ ನಿರಪೇಕ್ಷಣಾ ಪತ್ರವನ್ನು/ ಬೇಬಾಕಿ ಪ್ರಮಾಣ ಪತ್ರವನ್ನು ನೀಡುವಂತೆ ಕೊಪ್ಪಳ ಜಿಲ್ಲಾ ಗ್ರಾಹಕರ ವ್ಯಾಜ್ಯಗಳ ಪರಿಹಾರ ಆಯೋಗವು ಇನ್ಸೂರೆನ್ಸ್ ಕಂಪನಿಗೆ ಆದೇಶ ನೀಡಿದೆ. ದೂರುದಾರರಾದ ಗುಂಡಪ್ಪ ತಂದೆ ಬಸಪ್ಪನವರ ಸಾಲದಲ್ಲಿ ಇವರು ಎದುರುದಾರರಾದ ವ್ಯವಸ್ಥಾಪಕರು ರಾಯ್ ಫೈನಾನ್ಸಿಯಲ್ ಸರ್ವೀಸ್ ಕಂಪನಿ ಲಿಮಿಟೆಡ್ ಇವರಿಂದ ಅವರ ವಿಲ್ಲಲ್ಲಿ ತಮ್ಮ ಜೆ.ಸಿ.ಬಿ ವಾಹನದ ಸಂಖ್ಯೆ ಕೆ.ಎ.37/ಎ-5192ನ್ನು ಖರೀದಿಸಲು ರೂ.7,00,000 ಸಾಲವನ್ನು 24 ಮಾಸಿಕ ಕಂತುಗಳಂತೆ ಪ್ರತಿ ಮಾಸಿಕ ಕಂತು ರೂ. 35,620 ಗಳನ್ನು ಪಾವತಿಸುವ ಕರಾರಿನಂತೆ ದಿನಾಂಕ: 23-07-2019ರಂದು ಪಡೆದುಕೊಂಡಿದ್ದಾರೆ. ಸಾಲವನ್ನು ಪಡೆಯುವ ಸಂದರ್ಭದಲ್ಲಿ ಕೆಲವು ಖಾಲಿ ಚೆಕ್‌ಗಳನ್ನು ಮತ್ತು ಸಾಲದ ಭದ್ರತೆಗಾಗಿ ಇತರೆ ದಾಖಲೆಗಳನ್ನು ಎದುರುದಾರರಿಗೆ ನೀಡಿರುತ್ತಾರೆ. ದೂರುದಾರರು ಎದುರುದಾರರಿಂದ ಪಡೆದುಕೊಂಡ ವಾಹನದ ಸಾಲವನ್ನು [46, 1030, 223, 1461]
lead1-caption-2: ಅನುಮೋದಿಸಲಾಗಿದೆ ಎಂದು ಹೇಳುವುದು ವಾಸ್ತವಕ್ಕೆ ವಿರುದ್ಧವಾಗಿದ್ದು, ಸಾರ್ವಜನಿಕರಿಗೆ ತಪ್ಪು [595, 452, 853, 486]
poem-line-2: ಪರಕೀಯ ನುಡಿ ! [1250, 966, 1373, 990]
lead1-kicker: ಹೃದಯಾಘಾತ: [43, 154, 223, 196]
fish-col1 [46, 569, 217, 947]
lead1-body-col1: ಹೃದಯಾಘಾತ ಹೆಚ್ಚುತ್ತಿರುವುದಕ್ಕೆ ಕೋವಿಡ್ ಲಸಿಕೆ ಕಾರಣವಿರಬಹುದು ಎಂಬ ಮುಖ್ಯಮಂತ್ರಿ ಸಿದ್ದರಾಮಯ್ಯ ಅವರ ಹೇಳಿಕೆಯನ್ನು ಖಂಡಿಸಿರುವ ಬಯೋಕಾನ್ ಕಂಪನಿ ಮುಖ್ಯಸ್ಥೆ ಕಿರಣ್ ಮಜುಂದಾರ್ ಶಾ, 'ಇದು ವಾಸ್ತವಕ್ಕೆ ವಿರುದ್ಧವಾಗಿದ್ದು, ದಾರಿ ತಪ್ಪಿಸುವಂತಿದೆ' ಎಂದಿದ್ದಾರೆ. ಈ ಬಗ್ಗೆ ಎಕ್ಸ್‌ನಲ್ಲಿ ಪ್ರತಿಕ್ರಿಯಿಸಿರುವ ಅವರು, 'ಭಾರತದಲ್ಲಿ ಅಭಿವೃದ್ಧಿಪಡಿಸಲಾದ ಕೋವಿಡ್-19 ಲಸಿಕೆಗಳನ್ನು ತುರ್ತು ಬಳಕೆಗಾಗಿ ಅನುಮೋದಿಸಲಾಗಿತ್ತು. ಲಸಿಕೆಯ ಸುರಕ್ಷತೆ ಮತ್ತು ಪರಿಣಾಮಕಾರಿತ್ವದ ವಿಷಯದಲ್ಲಿ ಈ [46, 227, 307, 380]
ded-body-col1: ಕರ್ನಾಟಕ ಸರ್ಕಾರದ ವತಿಯಿಂದ ನಡೆಯುತ್ತಿರುವ ಅಂಧ ಹಾಗೂ ಶ್ರವಣದೋಷವುಳ್ಳ ಮಕ್ಕಳ ಶಿಕ್ಷಕರ ತರಬೇತಿ ಕೇಂದ್ರ, ಮೈಸೂರಿನಲ್ಲಿ ಅಂಧ ಮಕ್ಕಳಿಗೆ ಮತ್ತು ಶ್ರವಣದೋಷವುಳ್ಳ ಮಕ್ಕಳಿಗೆ ಶಿಕ್ಷಣ ನೀಡುವ 2 ವರ್ಷಗಳ ವಿಶೇಷ ಡಿ.ಎಡ್ ತರಬೇತಿ ನೀಡಲಾಗುತ್ತಿದ್ದು, ಆಸಕ್ತ ಹಾಗೂ ಅರ್ಹ ಅಭ್ಯರ್ಥಿಗಳಿಂದ ಅರ್ಜಿ ಆಹ್ವಾನಿಸಲಾಗಿದೆ. ಈ ವಿಶೇಷ ಡಿ.ಎಡ್ ಸಾಮಾನ್ಯ ಡಿ.ಎಡ್ ಗೆ ಸಮಾನಾಂತರವಾಗಿದೆ. ದ್ವಿತೀಯ ಪಿ.ಯು.ಸಿ ಪರೀಕ್ಷೆಯಲ್ಲಿ ಶೇ.50 (ಎಸ್.ಸಿ, ಎಸ್.ಟಿ ಮತ್ತು ವಿಕಲಚೇತನ ವಿದ್ಯಾರ್ಥಿಗಳಿಗೆ ಶೇ.45) ಅಂಕಗಳೊಂದಿಗೆ ತೇರ್ಗಡೆಯಾಗಿರುವ ವಿದ್ಯಾರ್ಥಿಗಳು ಜುಲೈ 12 ರೊಳಗೆ ವೆಬ್‌ಸೈಟ್ https://nber-rehabcouncil.gov.in/ ನಲ್ಲಿ ಅರ್ಜಿ ಸಲ್ಲಿಸಬಹುದು. ಈ ತರಬೇತಿ ಕಾರ್ಯಕ್ರಮಗಳು ರೆಗ್ಯುಲರ್ ಆಗಿದ್ದು, ವಿಕಲಚೇತನರು ಸೇರಿದಂತೆ ಸಾಮಾನ್ಯ ವಿದ್ಯಾರ್ಥಿಗಳು ಸಹ ಅರ್ಜಿ ಸಲ್ಲಿಸಬಹುದು. ತರಬೇತಿಯ ಸಂಸ್ಥೆಗಳು ಯಾವುವೆಂದರೆ ಉಚಿತ ಹಾಗೂ ಉತ್ತಮ ವಸತಿ ಸೌಲಭ್ಯ ಇರುವುದಿಲ್ಲ. D.Ed.Spl.Ed(VI)- Helen Keller Govt. Teachers Training Centre for Visually Handicapped – KK016, D.Ed.Spl.Ed(HI) [633, 591, 874, 962]
lead1-byline: ■ ಡಿಡಿ, ನ್ಯೂಸ್ ಬೆಂಗಳೂರು [46, 206, 163, 222]
kiran-mazumdar-photo [606, 211, 851, 447]
